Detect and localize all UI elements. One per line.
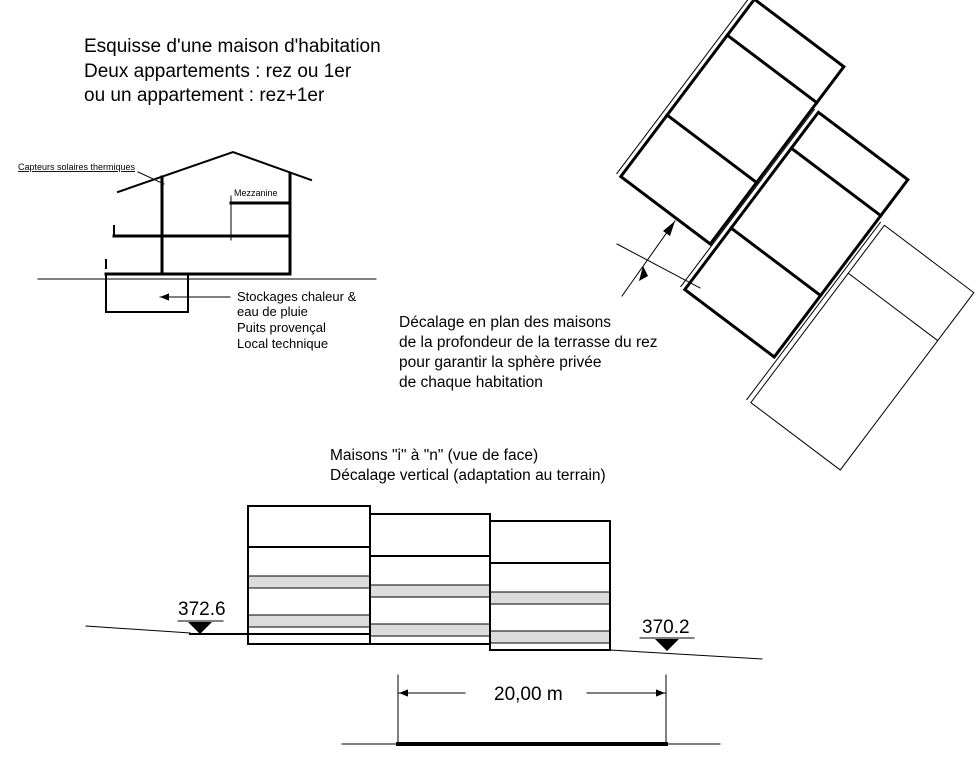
basement-storage [106, 274, 188, 312]
offset-extension-line [617, 244, 700, 288]
house-section [18, 152, 376, 351]
level-left-triangle [188, 622, 212, 634]
plan-note-line-1: Décalage en plan des maisons [399, 314, 611, 331]
title-block [84, 36, 381, 106]
storage-line-1: Stockages chaleur & [237, 289, 357, 304]
plan-note-line-4: de chaque habitation [399, 374, 543, 391]
storage-line-4: Local technique [237, 336, 329, 351]
elevation-house-2 [370, 514, 490, 644]
terrain-right [610, 650, 762, 659]
dimension-label: 20,00 m [494, 684, 563, 705]
elevation-house-3 [490, 521, 610, 650]
elevation-heading-1: Maisons "i" à "n" (vue de face) [330, 447, 539, 464]
title-line-3: ou un appartement : rez+1er [84, 85, 325, 106]
storage-line-3: Puits provençal [237, 320, 326, 335]
solar-collector-label: Capteurs solaires thermiques [18, 162, 136, 172]
storage-line-2: eau de pluie [237, 304, 308, 319]
mezzanine-label: Mezzanine [234, 188, 278, 198]
elevation-house-1 [248, 506, 370, 634]
overall-dimension [342, 675, 720, 745]
roof-line [118, 152, 311, 192]
house-plan-3-outline [751, 225, 974, 470]
title-line-2: Deux appartements : rez ou 1er [84, 61, 352, 82]
level-right-triangle [655, 639, 679, 651]
plan-note-line-3: pour garantir la sphère privée [399, 354, 602, 371]
title-line-1: Esquisse d'une maison d'habitation [84, 36, 381, 57]
level-marker-left [178, 599, 226, 634]
elevation-heading-2: Décalage vertical (adaptation au terrain) [330, 467, 606, 484]
level-marker-right [640, 617, 694, 651]
terrain-left [86, 626, 190, 633]
plan-note-line-2: de la profondeur de la terrasse du rez [399, 334, 658, 351]
level-left-label: 372.6 [178, 599, 226, 620]
site-plan [399, 0, 974, 470]
level-right-label: 370.2 [642, 617, 690, 638]
house-plan-2 [681, 109, 908, 357]
front-elevation [86, 447, 762, 745]
